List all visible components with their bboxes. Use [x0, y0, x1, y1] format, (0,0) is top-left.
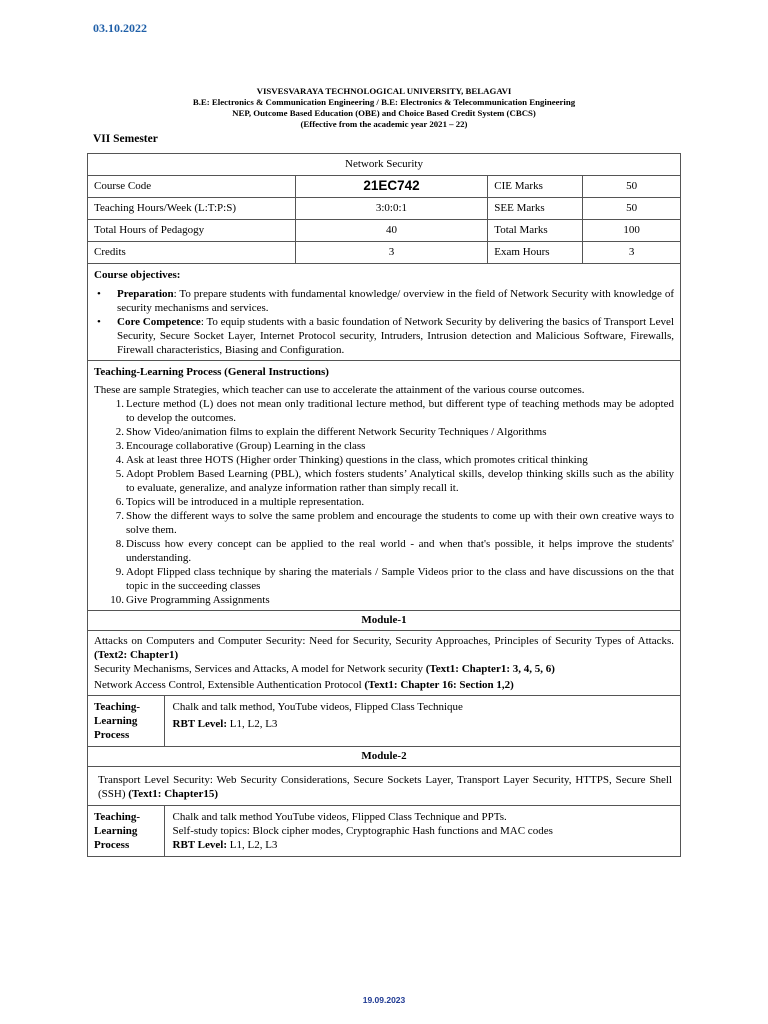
info-row [88, 242, 681, 264]
info-value: 50 [583, 198, 681, 220]
list-item: 7. Show the different ways to solve the same problem and encourage the students to come up with their own creative ways to solve them. [115, 510, 674, 536]
list-item: 5. Adopt Problem Based Learning (PBL), which fosters students’ Analytical skills, develop thinking skills such as the ability to evaluate, generalize, and analyze information rather than simply recall it. [115, 468, 674, 494]
info-label: Course Code [88, 176, 296, 198]
tlp-label: Teaching-Learning Process [88, 696, 164, 746]
module-1-topic: Attacks on Computers and Computer Security: Need for Security, Security Approaches, Principles of Security Types of Attacks. (Text2: Chapter1) [94, 635, 674, 661]
list-item: 9. Adopt Flipped class technique by sharing the materials / Sample Videos prior to the class and have discussions on the that topic in the succeeding classes [115, 566, 674, 592]
info-label: Teaching Hours/Week (L:T:P:S) [88, 198, 296, 220]
tlp-methods: Chalk and talk method, YouTube videos, Flipped Class Technique [172, 701, 463, 713]
module-1-topic: Network Access Control, Extensible Authentication Protocol (Text1: Chapter 16: Section 1,2) [94, 679, 514, 691]
info-value: 3 [583, 242, 681, 264]
module-2-content: Transport Level Security: Web Security Considerations, Secure Sockets Layer, Transport Layer Security, HTTPS, Secure Shell (SSH) (Text1: Chapter15) [88, 767, 681, 806]
self-study-topics: Self-study topics: Block cipher modes, Cryptographic Hash functions and MAC codes [172, 825, 553, 837]
course-objectives-section [88, 264, 681, 361]
info-label: Total Marks [488, 220, 583, 242]
info-value: 3:0:0:1 [295, 198, 488, 220]
tlp-heading: Teaching-Learning Process (General Instructions) [94, 366, 329, 378]
teaching-learning-section [88, 361, 681, 611]
module-1-content [88, 631, 681, 696]
list-item: 8. Discuss how every concept can be applied to the real world - and when that's possible, it helps improve the students' understanding. [115, 538, 674, 564]
branch-line: B.E: Electronics & Communication Engineering / B.E: Electronics & Telecommunication Engineering [192, 97, 576, 107]
objective-item [94, 315, 674, 357]
objective-term: Preparation [117, 288, 174, 300]
list-item: 3. Encourage collaborative (Group) Learning in the class [115, 440, 366, 452]
semester-label: VII Semester [93, 133, 158, 145]
objective-term: Core Competence [117, 316, 201, 328]
list-item: 6. Topics will be introduced in a multiple representation. [115, 496, 365, 508]
info-label: Total Hours of Pedagogy [88, 220, 296, 242]
module-1-heading: Module-1 [88, 611, 681, 631]
rbt-level: RBT Level: L1, L2, L3 [172, 839, 278, 851]
info-row [88, 198, 681, 220]
list-item: 2. Show Video/animation films to explain the different Network Security Techniques / Algorithms [115, 426, 547, 438]
module-2-heading: Module-2 [88, 747, 681, 767]
rbt-level: RBT Level: L1, L2, L3 [172, 718, 278, 730]
tlp-label: Teaching-Learning Process [88, 806, 164, 856]
module-1-tlp [88, 696, 680, 746]
objective-item [94, 287, 674, 315]
info-label: CIE Marks [488, 176, 583, 198]
course-code-value: 21EC742 [295, 176, 488, 198]
info-row [88, 220, 681, 242]
module-1-topic: Security Mechanisms, Services and Attacks, A model for Network security (Text1: Chapter1: 3, 4, 5, 6) [94, 663, 555, 675]
list-item: 1. Lecture method (L) does not mean only traditional lecture method, but different type of teaching methods may be adopted to develop the outcomes. [115, 398, 674, 424]
course-title: Network Security [88, 154, 681, 176]
info-value: 50 [583, 176, 681, 198]
info-value: 100 [583, 220, 681, 242]
list-item: 4. Ask at least three HOTS (Higher order Thinking) questions in the class, which promotes critical thinking [115, 454, 588, 466]
info-label: Exam Hours [488, 242, 583, 264]
document-header [0, 86, 768, 130]
info-value: 3 [295, 242, 488, 264]
document-date-bottom: 19.09.2023 [362, 995, 406, 1005]
tlp-intro: These are sample Strategies, which teacher can use to accelerate the attainment of the various course outcomes. [94, 384, 585, 396]
objectives-heading: Course objectives: [94, 269, 181, 281]
effective-line: (Effective from the academic year 2021 – 22) [300, 119, 468, 129]
info-label: Credits [88, 242, 296, 264]
document-date-top: 03.10.2022 [93, 21, 147, 35]
objective-text: : To prepare students with fundamental knowledge/ overview in the field of Network Security with knowledge of security mechanisms and services. [117, 288, 674, 314]
objective-text: : To equip students with a basic foundation of Network Security by delivering the basics of Transport Level Security, Secure Socket Layer, Internet Protocol security, Intruders, Intrusion detection and Malicious Software, Firewalls, Firewall characteristics, Biasing and Configuration. [117, 316, 674, 356]
info-value: 40 [295, 220, 488, 242]
university-name: VISVESVARAYA TECHNOLOGICAL UNIVERSITY, BELAGAVI [256, 86, 512, 96]
info-row [88, 176, 681, 198]
list-item: 10. Give Programming Assignments [110, 594, 270, 606]
info-label: SEE Marks [488, 198, 583, 220]
tlp-list [94, 397, 674, 607]
module-2-tlp [88, 806, 680, 856]
syllabus-table [87, 153, 681, 857]
scheme-line: NEP, Outcome Based Education (OBE) and Choice Based Credit System (CBCS) [232, 108, 536, 118]
tlp-methods: Chalk and talk method YouTube videos, Flipped Class Technique and PPTs. [172, 811, 507, 823]
